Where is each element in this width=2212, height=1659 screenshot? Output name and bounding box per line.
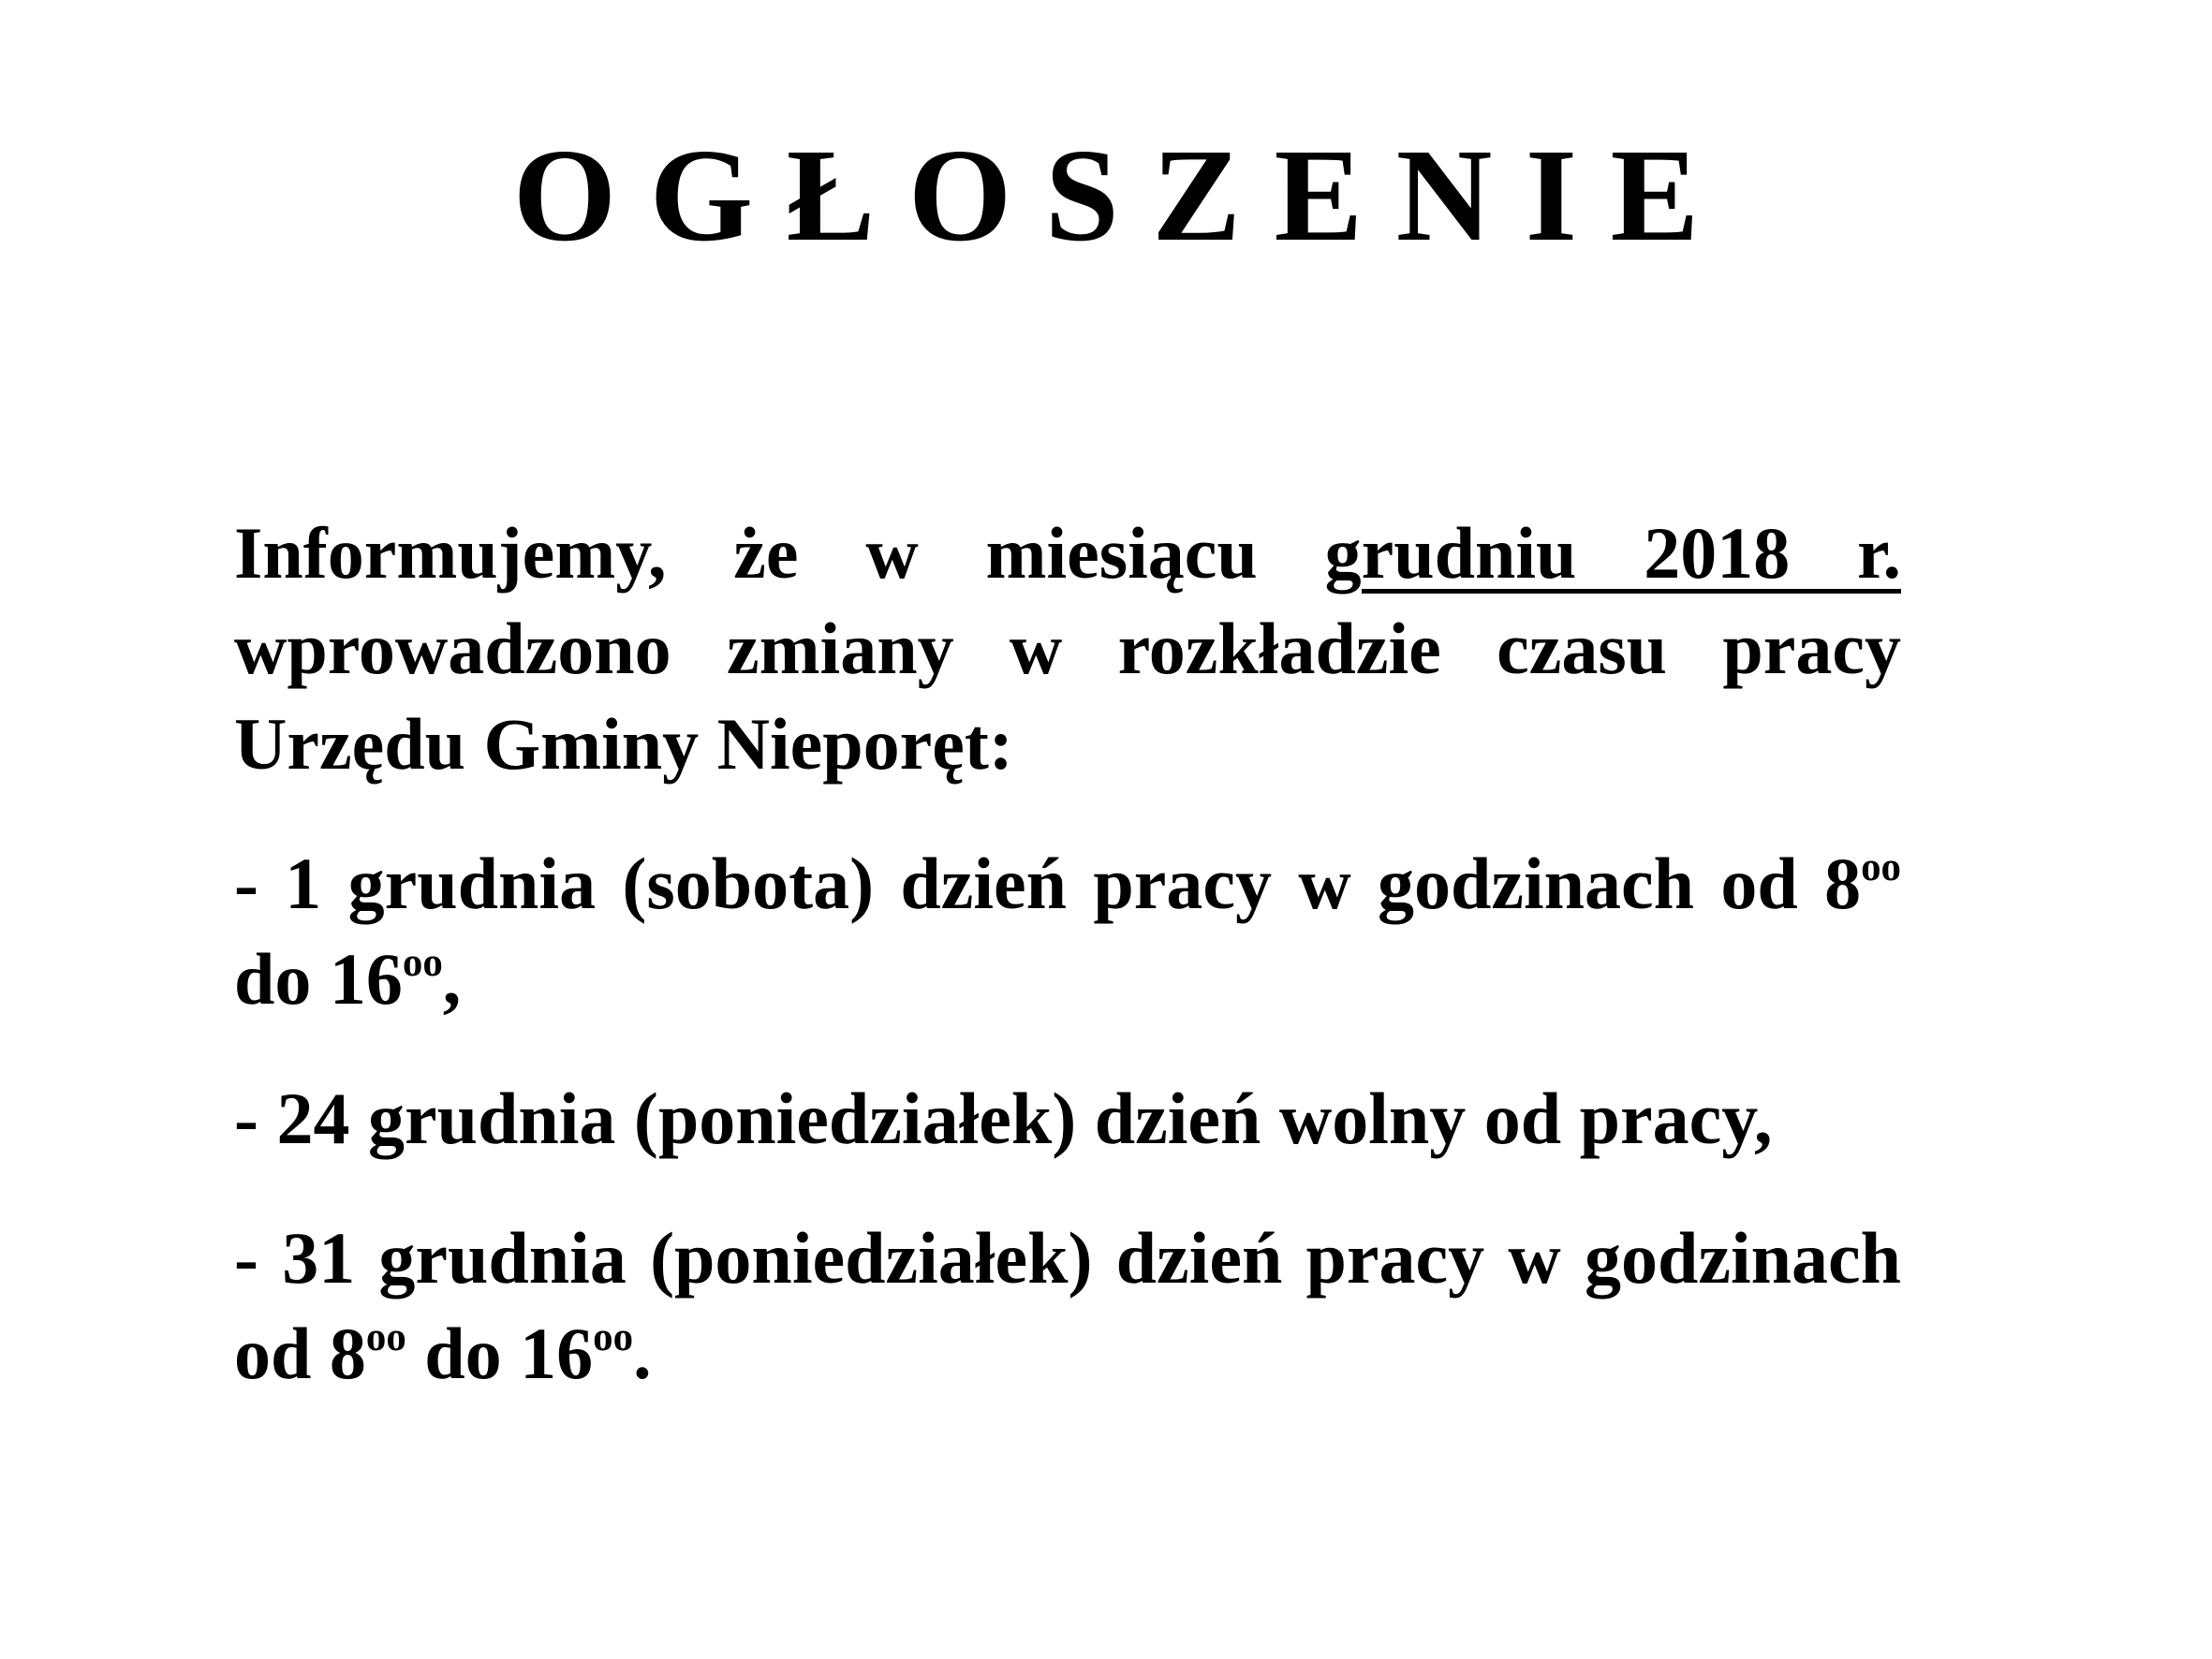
intro-paragraph (234, 506, 1901, 792)
intro-text-before: Informujemy, że w miesiącu (234, 512, 1325, 594)
intro-date-underlined: grudniu 2018 r. (1324, 512, 1901, 594)
item-text: , (442, 938, 462, 1020)
item-superscript: oo (1861, 844, 1901, 889)
item-superscript: oo (593, 1314, 634, 1359)
intro-text-after: wprowadzono zmiany w rozkładzie czasu pracy Urzędu Gminy Nieporęt: (234, 608, 1901, 785)
item-text: . (633, 1313, 652, 1394)
schedule-item-dec-1 (234, 836, 1901, 1027)
schedule-item-dec-24 (234, 1071, 1901, 1167)
item-text: - 31 grudnia (poniedziałek) dzień pracy w godzinach od 8 (234, 1217, 1901, 1394)
notice-title: O G Ł O S Z E N I E (512, 121, 1700, 269)
item-text: - 1 grudnia (sobota) dzień pracy w godzinach od 8 (234, 843, 1862, 924)
item-text: do 16 (406, 1313, 594, 1394)
schedule-item-dec-31 (234, 1211, 1901, 1402)
item-superscript: oo (365, 1314, 406, 1359)
item-text: - 24 grudnia (poniedziałek) dzień wolny od pracy, (234, 1078, 1773, 1159)
item-superscript: oo (402, 940, 443, 985)
notice-body (234, 506, 1901, 1402)
item-text: do 16 (234, 938, 403, 1020)
